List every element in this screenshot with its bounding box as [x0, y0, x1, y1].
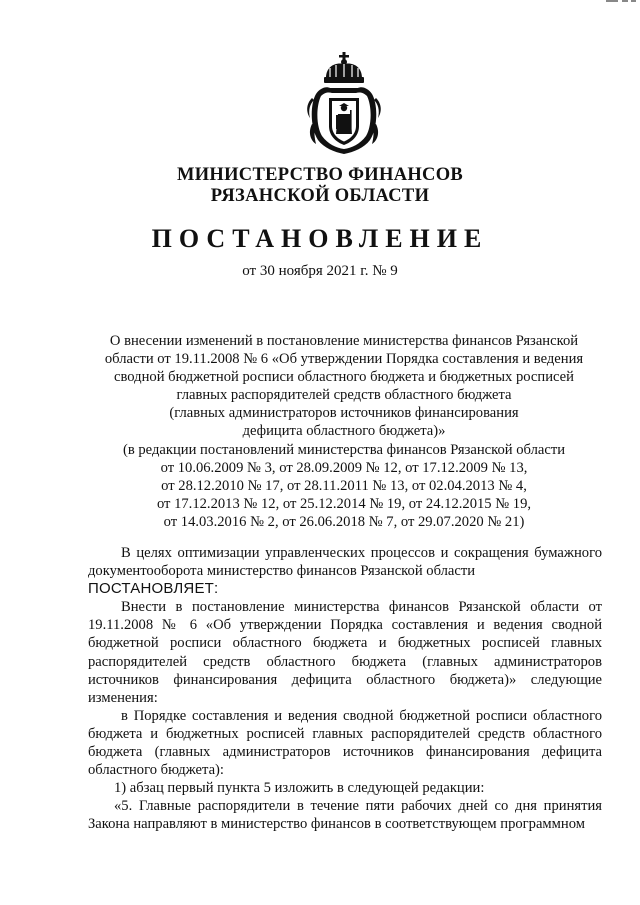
title-line: от 28.12.2010 № 17, от 28.11.2011 № 13, от 02.04.2013 № 4,	[161, 477, 527, 494]
document-type-heading: ПОСТАНОВЛЕНИЕ	[151, 224, 489, 253]
title-line: от 10.06.2009 № 3, от 28.09.2009 № 12, от 17.12.2009 № 13,	[160, 459, 528, 476]
document-body	[88, 544, 602, 834]
amendment-paragraph: Внести в постановление министерства финансов Рязанской области от 19.11.2008 № 6 «Об утверждении Порядка составления и ведения сводной бюджетной росписи областного бюджета и бюджетных росписей главных распорядителей средств областного бюджета (главных администраторов источников финансирования дефицита областного бюджета)» следующие изменения:	[88, 599, 602, 706]
document-date-number: от 30 ноября 2021 г. № 9	[242, 263, 398, 279]
title-line: главных распорядителей средств областного бюджета	[176, 387, 512, 404]
title-line: от 17.12.2013 № 12, от 25.12.2014 № 19, от 24.12.2015 № 19,	[156, 495, 532, 512]
org-name-line1: МИНИСТЕРСТВО ФИНАНСОВ	[176, 165, 464, 185]
procedure-paragraph: в Порядке составления и ведения сводной бюджетной росписи областного бюджета и бюджетных росписей главных распорядителей средств областного бюджета (главных администраторов источников финансирования дефицита областного бюджета):	[88, 707, 602, 779]
item-1-paragraph: 1) абзац первый пункта 5 изложить в следующей редакции:	[114, 780, 485, 797]
ryazan-coat-of-arms-icon	[302, 48, 386, 158]
title-line: от 14.03.2016 № 2, от 26.06.2018 № 7, от 29.07.2020 № 21)	[163, 513, 525, 530]
title-line: области от 19.11.2008 № 6 «Об утверждении Порядка составления и ведения	[104, 351, 584, 368]
quoted-clause-paragraph: «5. Главные распорядители в течение пяти рабочих дней со дня принятия Закона направляют в министерство финансов в соответствующем программном	[88, 798, 602, 833]
title-line: (в редакции постановлений министерства финансов Рязанской области	[122, 441, 566, 458]
corner-scan-mark	[606, 0, 636, 6]
preamble-paragraph: В целях оптимизации управленческих процессов и сокращения бумажного документооборота министерство финансов Рязанской области	[88, 545, 602, 580]
title-line: дефицита областного бюджета)»	[242, 423, 446, 440]
title-line: сводной бюджетной росписи областного бюджета и бюджетных росписей	[114, 369, 574, 386]
title-line: О внесении изменений в постановление министерства финансов Рязанской	[109, 333, 579, 349]
decree-word: ПОСТАНОВЛЯЕТ:	[88, 580, 219, 598]
org-name-line2: РЯЗАНСКОЙ ОБЛАСТИ	[210, 186, 430, 206]
title-line: (главных администраторов источников финансирования	[169, 405, 519, 422]
document-title	[70, 332, 618, 531]
